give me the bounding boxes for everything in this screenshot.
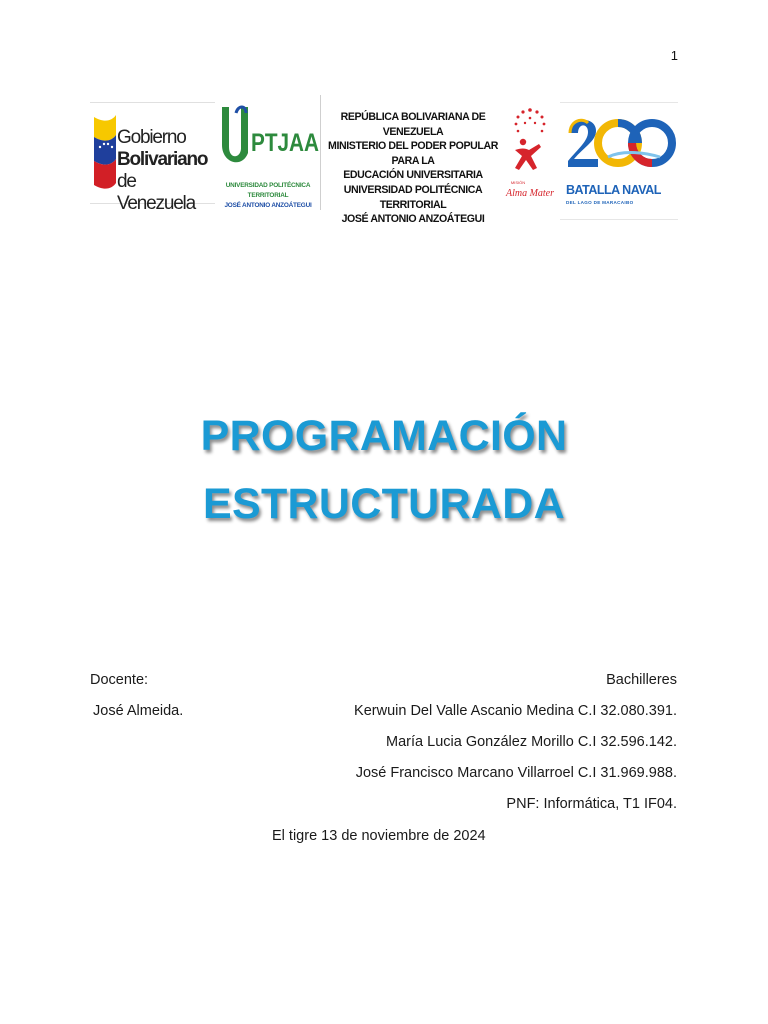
student-entry: María Lucia González Morillo C.I 32.596.142. — [386, 734, 677, 750]
bolivariano-text: Bolivariano — [117, 149, 208, 170]
alma-mater-figure-icon — [501, 104, 559, 184]
document-title — [0, 402, 768, 538]
alma-mater-mision: MISIÓN — [510, 180, 526, 185]
bicentenario-logo — [560, 102, 678, 220]
student-entry: José Francisco Marcano Villarroel C.I 31.969.988. — [355, 765, 677, 781]
bachilleres-label: Bachilleres — [606, 672, 677, 688]
lago-maracaibo-text: DEL LAGO DE MARACAIBO — [566, 200, 634, 205]
student-entry: Kerwuin Del Valle Ascanio Medina C.I 32.080.391. — [354, 703, 677, 719]
uptjaa-wordmark — [216, 103, 320, 173]
docente-name: José Almeida. — [93, 703, 184, 719]
batalla-naval-text: BATALLA NAVAL — [566, 183, 661, 197]
gobierno-bolivariano-logo — [90, 102, 215, 214]
200-emblem-icon — [560, 107, 678, 185]
title-line-1: PROGRAMACIÓN — [200, 412, 568, 460]
gobierno-text: Gobierno — [117, 127, 186, 148]
venezuela-flag-icon — [90, 113, 118, 193]
docente-label: Docente: — [90, 672, 149, 688]
institution-line: UNIVERSIDAD POLITÉCNICA TERRITORIAL — [343, 183, 483, 211]
page-number: 1 — [670, 48, 678, 63]
alma-mater-name: Alma Mater — [505, 188, 555, 199]
uptjaa-logo — [216, 95, 321, 210]
alma-mater-logo — [501, 104, 559, 219]
uptjaa-acronym: PTJAA — [251, 129, 319, 157]
de-venezuela-text: de Venezuela — [117, 171, 195, 214]
pnf-line: PNF: Informática, T1 IF04. — [506, 796, 677, 812]
institution-line: REPÚBLICA BOLIVARIANA DE VENEZUELA — [340, 111, 486, 138]
uptjaa-sub-line2: JOSÉ ANTONIO ANZOÁTEGUI — [224, 202, 312, 209]
institution-line: MINISTERIO DEL PODER POPULAR PARA LA — [328, 140, 498, 167]
date-line: El tigre 13 de noviembre de 2024 — [272, 828, 486, 844]
institution-text — [323, 110, 503, 227]
header-banner — [90, 90, 678, 226]
institution-line: EDUCACIÓN UNIVERSITARIA — [343, 169, 483, 182]
uptjaa-sub-line1: UNIVERSIDAD POLITÉCNICA TERRITORIAL — [225, 182, 311, 199]
title-line-2: ESTRUCTURADA — [203, 480, 565, 528]
institution-line: JOSÉ ANTONIO ANZOÁTEGUI — [341, 213, 485, 226]
